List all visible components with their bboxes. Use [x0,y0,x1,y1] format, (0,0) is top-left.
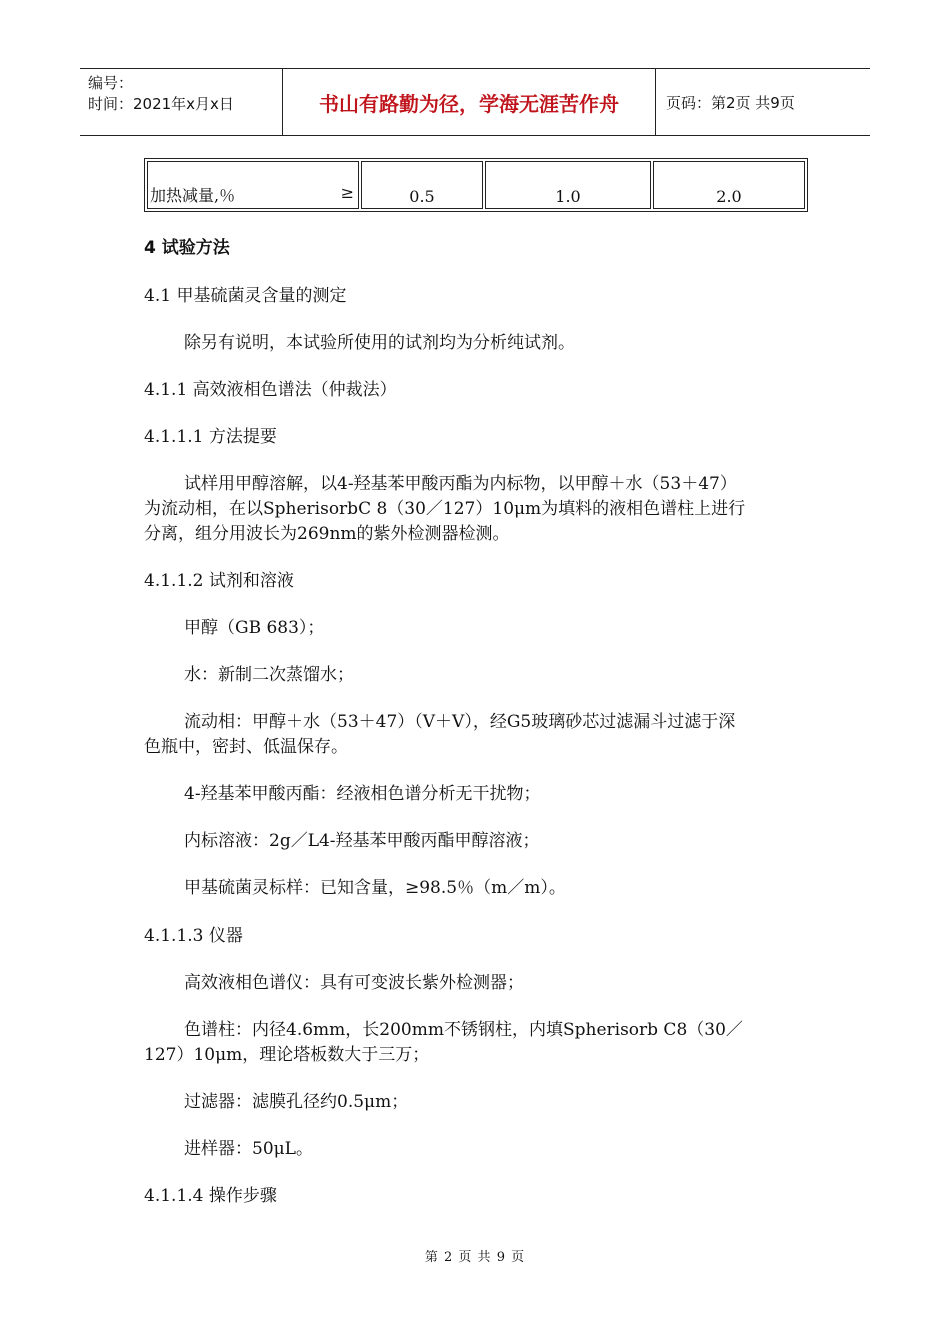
list-item: 高效液相色谱仪：具有可变波长紫外检测器； [184,973,524,993]
paragraph: 除另有说明，本试验所使用的试剂均为分析纯试剂。 [184,333,575,353]
page-footer: 第 2 页 共 9 页 [424,1250,526,1265]
list-item: 流动相：甲醇＋水（53＋47）（V＋V），经G5玻璃砂芯过滤漏斗过滤于深 [184,712,736,732]
paragraph-line: 分离，组分用波长为269nm的紫外检测器检测。 [144,524,510,544]
doc-date-label: 时间：2021年x月x日 [88,95,234,113]
subsection-heading: 4.1.1.3 仪器 [144,926,243,946]
table-row [147,161,805,209]
subsection-heading: 4.1 甲基硫菌灵含量的测定 [144,286,347,306]
spec-value-3: 2.0 [653,161,805,209]
spec-label: 加热减量,％ [150,186,236,205]
subsection-heading: 4.1.1.4 操作步骤 [144,1186,277,1206]
subsection-heading: 4.1.1 高效液相色谱法（仲裁法） [144,380,397,400]
list-item: 甲醇（GB 683）； [184,618,325,638]
list-item: 内标溶液：2g／L4-羟基苯甲酸丙酯甲醇溶液； [184,831,540,851]
doc-code-label: 编号： [88,74,134,92]
subsection-heading: 4.1.1.1 方法提要 [144,427,277,447]
list-item: 水：新制二次蒸馏水； [184,665,354,685]
list-item: 过滤器：滤膜孔径约0.5μm； [184,1092,409,1112]
list-item: 进样器：50μL。 [184,1139,313,1159]
spec-symbol: ≥ [340,183,354,202]
spec-value-2: 1.0 [485,161,651,209]
subsection-heading: 4.1.1.2 试剂和溶液 [144,571,294,591]
list-item-continued: 色瓶中，密封、低温保存。 [144,737,348,757]
page-header [80,68,870,136]
section-heading: 4 试验方法 [144,238,230,258]
paragraph-line: 试样用甲醇溶解，以4-羟基苯甲酸丙酯为内标物，以甲醇＋水（53＋47） [184,474,737,494]
list-item: 4-羟基苯甲酸丙酯：经液相色谱分析无干扰物； [184,784,541,804]
header-meta [80,69,282,135]
header-page-info: 页码：第2页 共9页 [666,93,795,112]
spec-label-cell [147,161,359,209]
spec-table [144,158,808,212]
paragraph-line: 为流动相，在以SpherisorbC 8（30／127）10μm为填料的液相色谱柱上进行 [144,499,746,519]
header-motto: 书山有路勤为径，学海无涯苦作舟 [282,69,656,135]
list-item: 甲基硫菌灵标样：已知含量，≥98.5％（m／m）。 [184,878,566,898]
list-item: 色谱柱：内径4.6mm，长200mm不锈钢柱，内填Spherisorb C8（30／ [184,1020,743,1040]
list-item-continued: 127）10μm，理论塔板数大于三万； [144,1045,430,1065]
spec-value-1: 0.5 [361,161,483,209]
